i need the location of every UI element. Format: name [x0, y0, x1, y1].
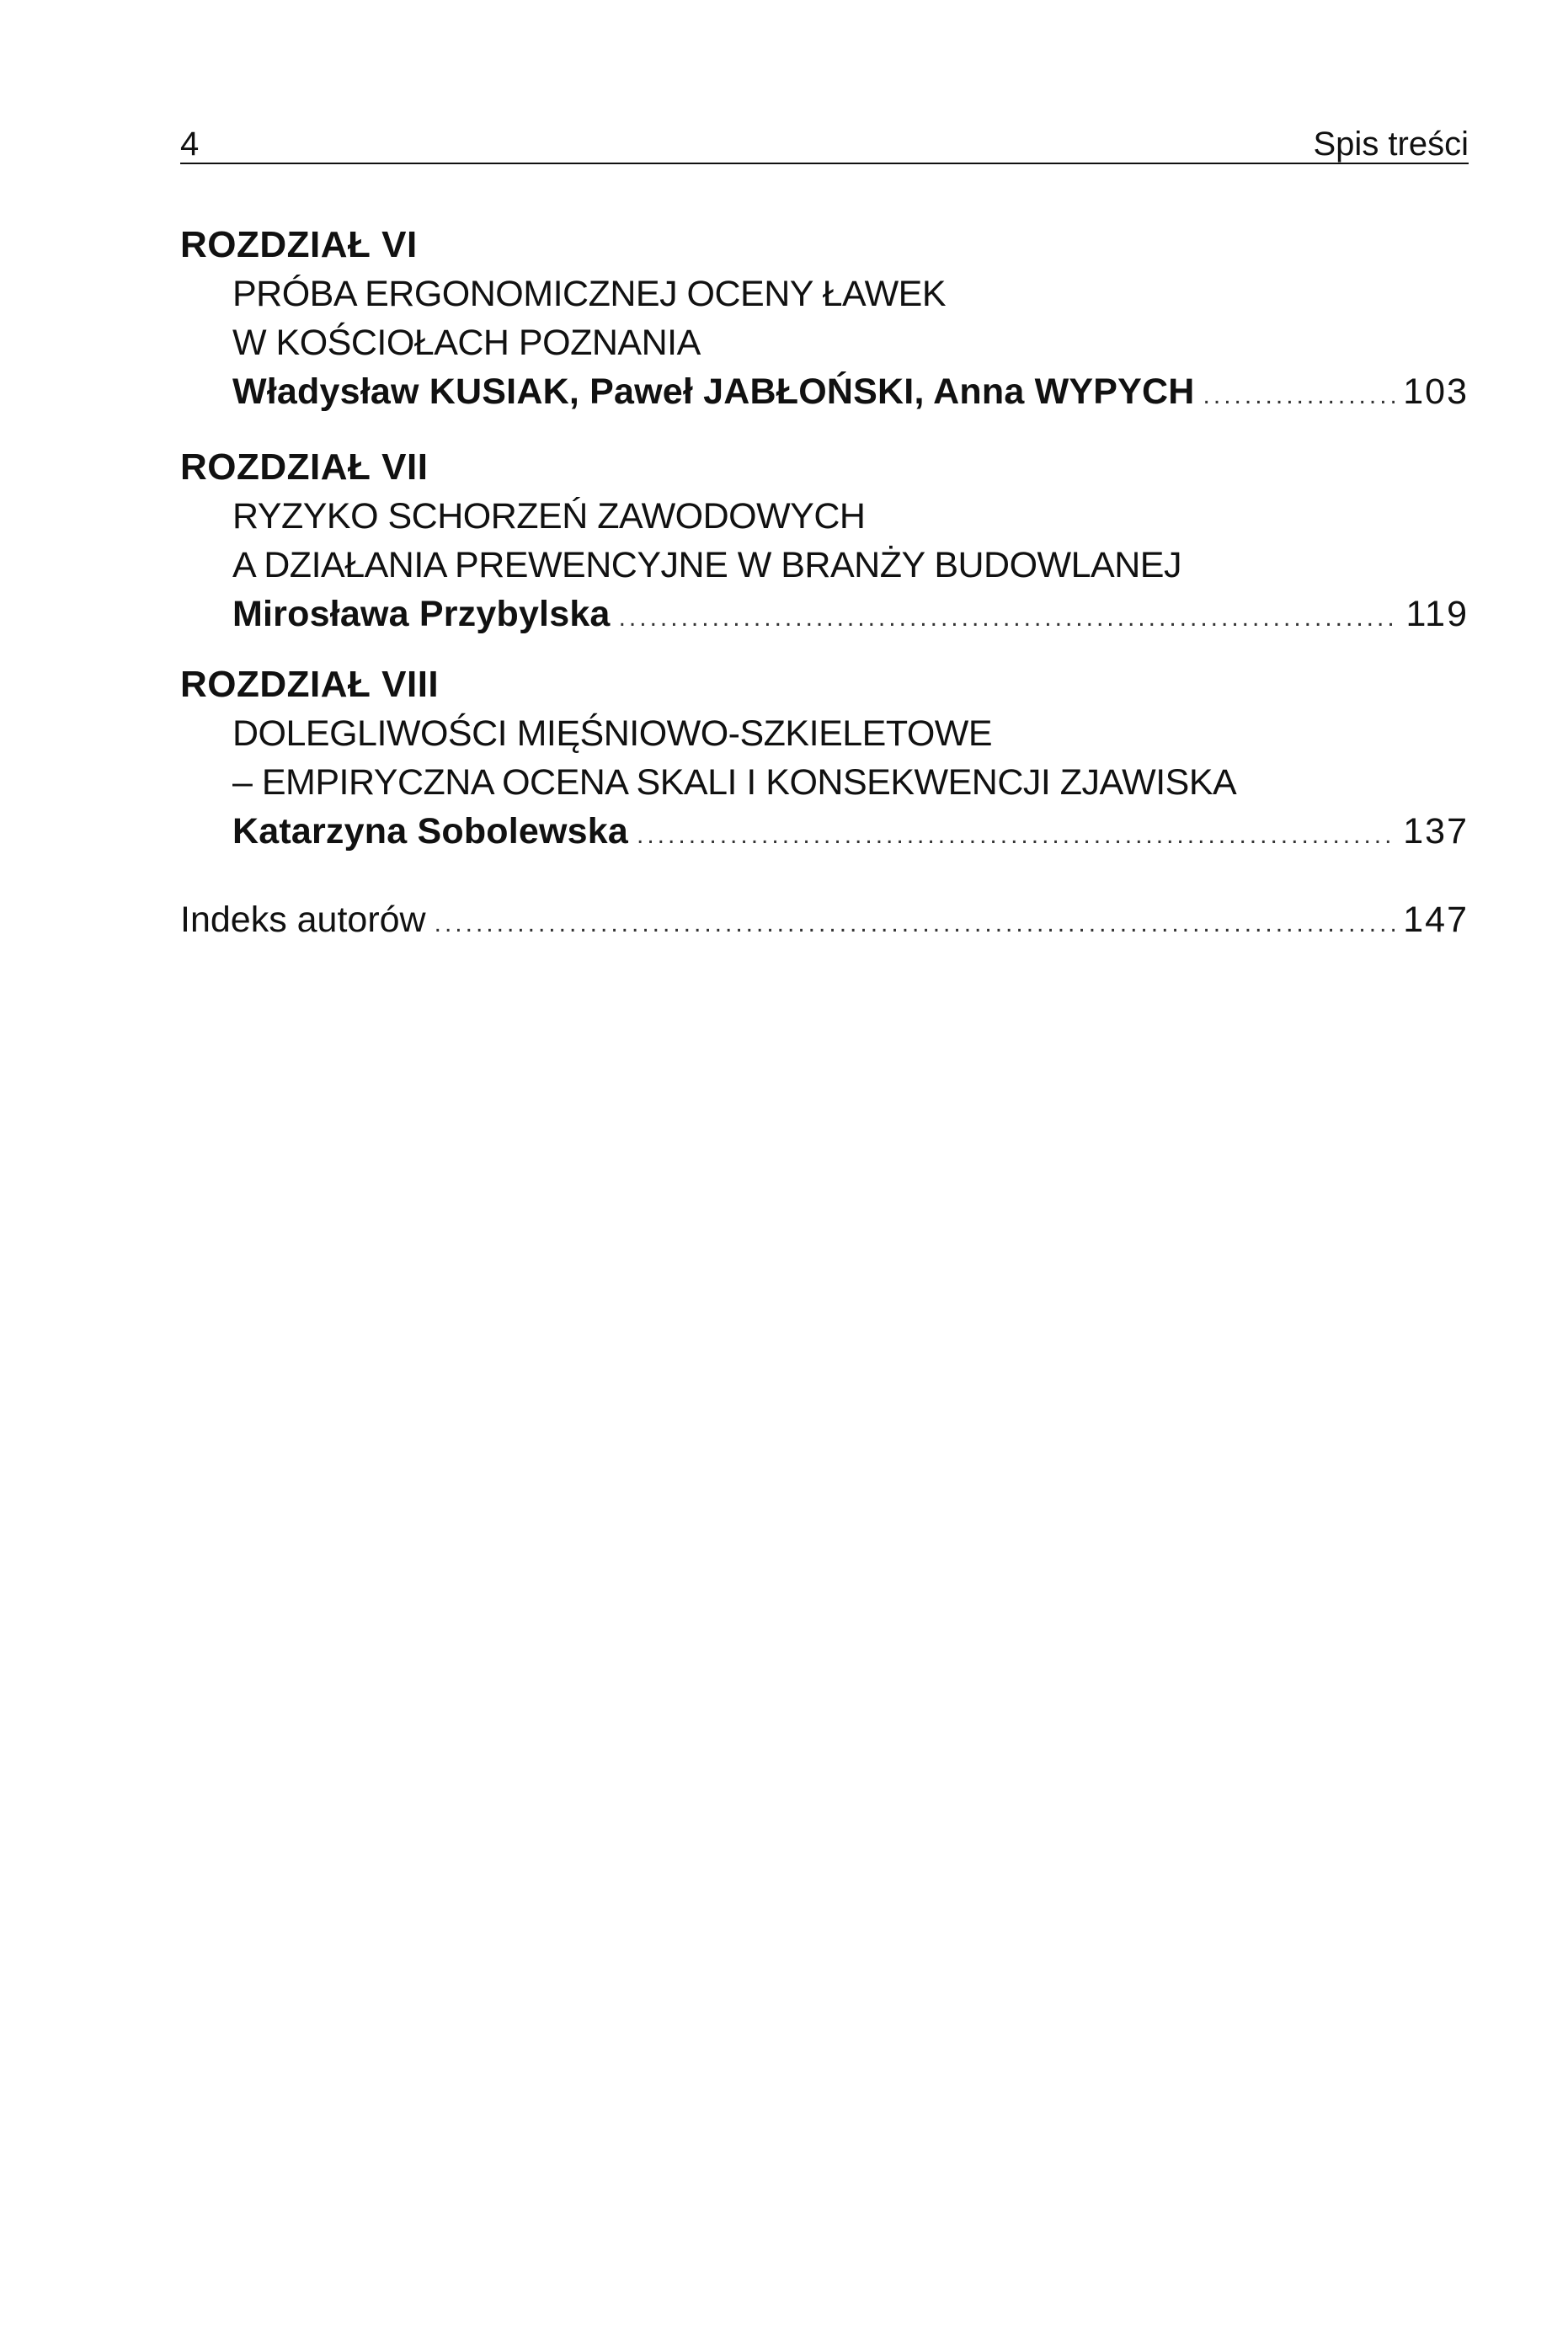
chapter-authors: Władysław KUSIAK, Paweł JABŁOŃSKI, Anna WYPYCH [232, 371, 1195, 412]
running-head: Spis treści [1313, 125, 1469, 163]
dot-leader [435, 900, 1395, 948]
chapter-authors: Katarzyna Sobolewska [232, 811, 629, 852]
page-ref: 103 [1403, 371, 1469, 412]
chapter-body [232, 492, 1469, 643]
chapter-body [232, 270, 1469, 420]
chapter-title-line: – EMPIRYCZNA OCENA SKALI I KONSEKWENCJI ZJAWISKA [232, 762, 1237, 803]
chapter-title-line: PRÓBA ERGONOMICZNEJ OCENY ŁAWEK [232, 274, 947, 314]
dot-leader [637, 811, 1395, 860]
page-number: 4 [180, 125, 200, 163]
index-label: Indeks autorów [180, 900, 426, 940]
page-ref: 147 [1403, 900, 1469, 940]
toc-entry-line[interactable] [232, 367, 1469, 420]
chapter-label: ROZDZIAŁ VII [180, 446, 429, 488]
dot-leader [1203, 371, 1395, 420]
chapter-label: ROZDZIAŁ VI [180, 224, 418, 265]
chapter-title-line: W KOŚCIOŁACH POZNANIA [232, 323, 701, 363]
chapter-title-line: RYZYKO SCHORZEŃ ZAWODOWYCH [232, 496, 866, 537]
toc-index-entry[interactable] [180, 895, 1469, 948]
chapter-title-line: DOLEGLIWOŚCI MIĘŚNIOWO-SZKIELETOWE [232, 713, 993, 754]
toc-chapter-8 [180, 660, 1469, 860]
toc-chapter-6 [180, 221, 1469, 420]
chapter-label: ROZDZIAŁ VIII [180, 664, 440, 705]
chapter-title-line: A DZIAŁANIA PREWENCYJNE W BRANŻY BUDOWLANEJ [232, 545, 1181, 585]
page-header [180, 122, 1469, 164]
toc-entry-line[interactable] [232, 807, 1469, 860]
dot-leader [619, 594, 1398, 643]
page-ref: 137 [1403, 811, 1469, 852]
page-ref: 119 [1405, 594, 1469, 634]
toc-entry-line[interactable] [232, 590, 1469, 643]
toc-chapter-7 [180, 443, 1469, 643]
chapter-authors: Mirosława Przybylska [232, 594, 611, 634]
chapter-body [232, 709, 1469, 860]
